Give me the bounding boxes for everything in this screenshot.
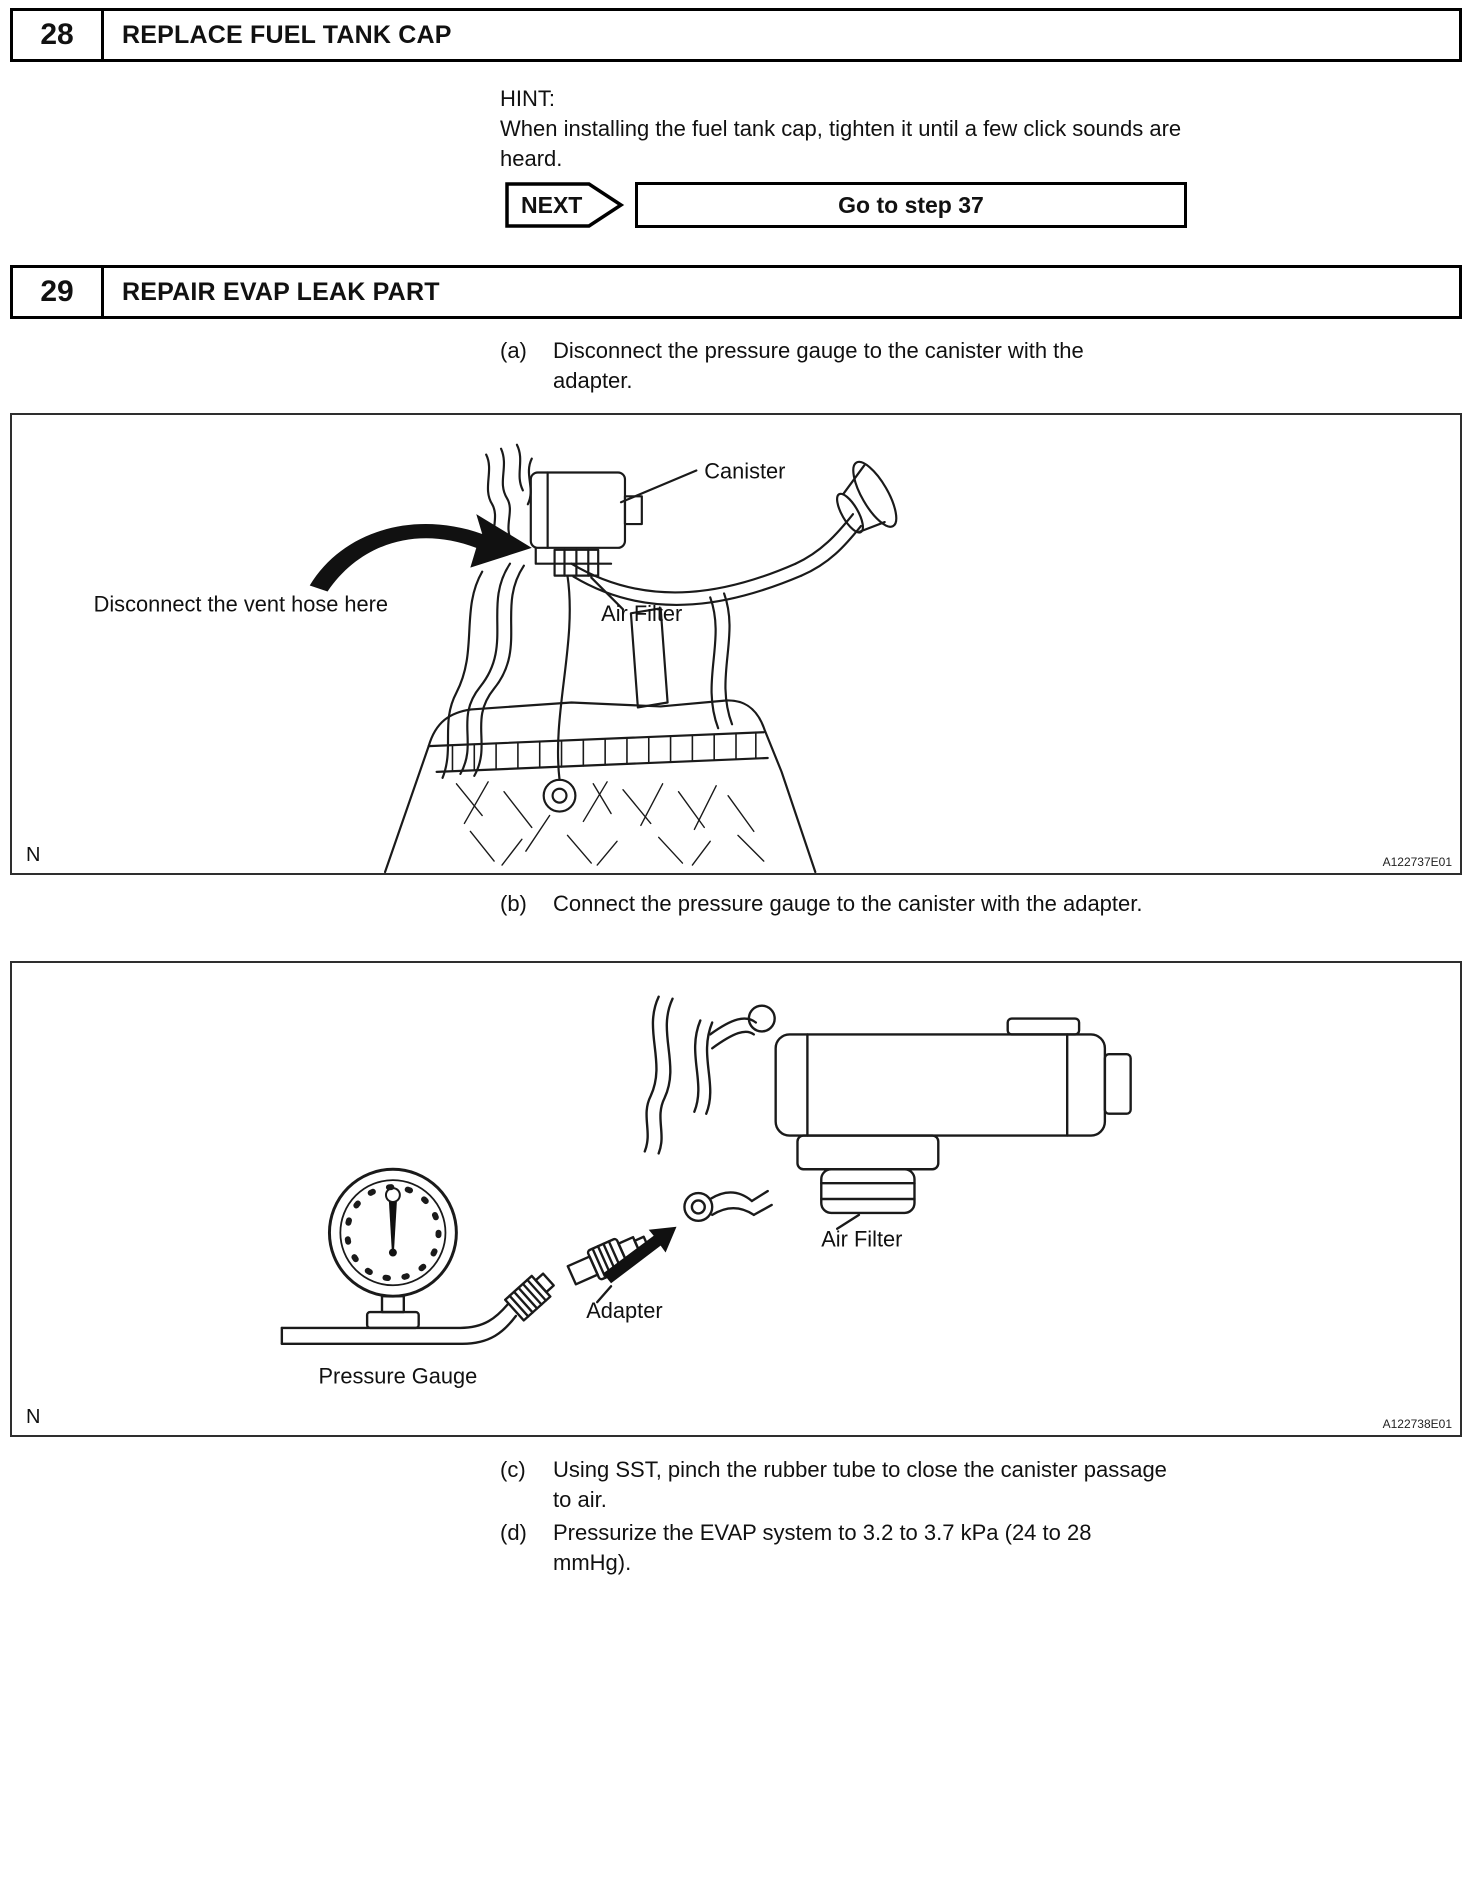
step-28-header [10, 8, 1462, 62]
vent-hose-arrow-icon [310, 514, 532, 591]
vent-hose-label: Disconnect the vent hose here [93, 591, 389, 617]
figure2-id: A122738E01 [1382, 1417, 1452, 1431]
pressure-gauge-label: Pressure Gauge [318, 1363, 478, 1389]
canister-label: Canister [704, 458, 786, 484]
substep-c-text: Using SST, pinch the rubber tube to close the canister passage to air. [553, 1457, 1167, 1512]
substep-a-letter: (a) [500, 338, 527, 363]
substep-c [500, 1455, 1168, 1515]
substep-a-text: Disconnect the pressure gauge to the canister with the adapter. [553, 338, 1084, 393]
substep-d-text: Pressurize the EVAP system to 3.2 to 3.7 kPa (24 to 28 mmHg). [553, 1520, 1092, 1575]
substep-d-letter: (d) [500, 1520, 527, 1545]
figure2-corner-mark: N [26, 1406, 41, 1428]
air-filter-label: Air Filter [821, 1226, 903, 1252]
canister-diagram [12, 415, 1460, 873]
next-label: NEXT [521, 191, 583, 218]
figure-evap-canister [10, 413, 1462, 875]
substep-c-letter: (c) [500, 1457, 526, 1482]
figure1-corner-mark: N [26, 844, 41, 866]
step-28-title: REPLACE FUEL TANK CAP [122, 20, 452, 49]
step-29-header [10, 265, 1462, 319]
adapter-label: Adapter [586, 1297, 663, 1323]
step-29-title: REPAIR EVAP LEAK PART [122, 277, 440, 306]
step-29-number: 29 [13, 268, 104, 316]
hint-block [500, 84, 1200, 174]
hint-label: HINT: [500, 86, 555, 111]
substep-d [500, 1518, 1168, 1578]
substep-b [500, 889, 1168, 919]
next-row [505, 182, 1187, 228]
figure1-id: A122737E01 [1382, 855, 1452, 869]
figure-pressure-gauge [10, 961, 1462, 1437]
next-target-box: Go to step 37 [635, 182, 1187, 228]
substep-b-letter: (b) [500, 891, 527, 916]
substep-b-text: Connect the pressure gauge to the canister with the adapter. [553, 891, 1143, 916]
pressure-gauge-diagram [12, 963, 1460, 1435]
next-arrow [505, 182, 625, 228]
substep-a [500, 336, 1168, 396]
air-filter-label: Air Filter [601, 601, 683, 627]
step-28-number: 28 [13, 11, 104, 59]
hint-text: When installing the fuel tank cap, tighten it until a few click sounds are heard. [500, 116, 1182, 171]
